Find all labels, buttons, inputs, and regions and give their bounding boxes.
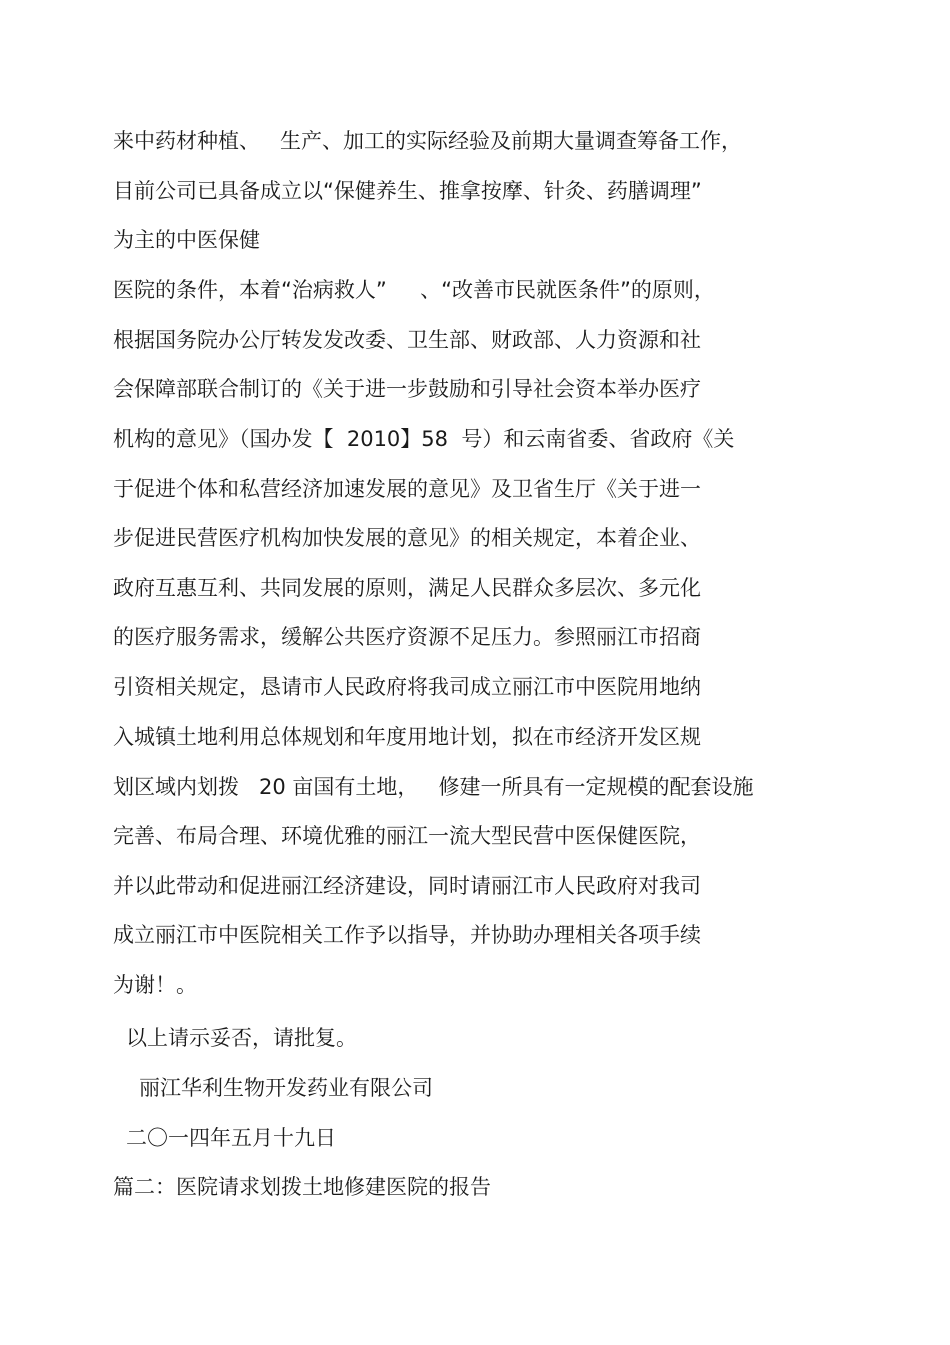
body-line-4: 医院的条件，本着“治病救人” 、“改善市民就医条件”的原则， — [113, 278, 715, 302]
body-line-7: 机构的意见》（国办发【 2010】58 号）和云南省委、省政府《关 — [113, 427, 735, 451]
company-signature: 丽江华利生物开发药业有限公司 — [139, 1076, 433, 1100]
body-line-9: 步促进民营医疗机构加快发展的意见》的相关规定，本着企业、 — [113, 526, 701, 550]
body-line-11: 的医疗服务需求，缓解公共医疗资源不足压力。参照丽江市招商 — [113, 625, 701, 649]
body-line-12: 引资相关规定，恳请市人民政府将我司成立丽江市中医院用地纳 — [113, 675, 701, 699]
body-line-2: 目前公司已具备成立以“保健养生、推拿按摩、针灸、药膳调理” — [113, 179, 702, 203]
body-line-10: 政府互惠互利、共同发展的原则，满足人民群众多层次、多元化 — [113, 576, 701, 600]
body-line-6: 会保障部联合制订的《关于进一步鼓励和引导社会资本举办医疗 — [113, 377, 701, 401]
body-line-14: 划区域内划拨 20 亩国有土地， 修建一所具有一定规模的配套设施 — [113, 775, 754, 799]
next-section-title: 篇二：医院请求划拨土地修建医院的报告 — [113, 1175, 491, 1199]
signature-date: 二〇一四年五月十九日 — [126, 1126, 336, 1150]
body-line-8: 于促进个体和私营经济加速发展的意见》及卫省生厅《关于进一 — [113, 477, 701, 501]
body-line-13: 入城镇土地利用总体规划和年度用地计划，拟在市经济开发区规 — [113, 725, 701, 749]
body-line-18: 为谢！。 — [113, 973, 197, 997]
body-line-15: 完善、布局合理、环境优雅的丽江一流大型民营中医保健医院， — [113, 824, 701, 848]
body-line-3: 为主的中医保健 — [113, 228, 260, 252]
body-line-16: 并以此带动和促进丽江经济建设，同时请丽江市人民政府对我司 — [113, 874, 701, 898]
closing-request: 以上请示妥否，请批复。 — [126, 1026, 357, 1050]
body-line-17: 成立丽江市中医院相关工作予以指导，并协助办理相关各项手续 — [113, 923, 701, 947]
body-line-1: 来中药材种植、 生产、加工的实际经验及前期大量调查筹备工作， — [113, 129, 743, 153]
body-line-5: 根据国务院办公厅转发发改委、卫生部、财政部、人力资源和社 — [113, 328, 701, 352]
